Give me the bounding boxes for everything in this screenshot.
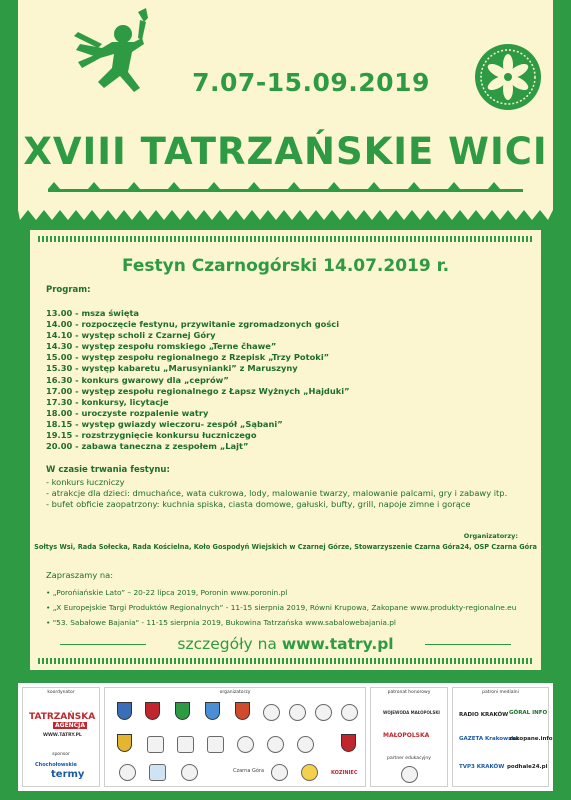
organizers-logos-label: organizatorzy: [219, 690, 251, 695]
gazeta-krakowska-logo: GAZETA Krakowska: [459, 736, 519, 742]
association-seal-icon: [341, 704, 358, 721]
invite-label: Zapraszamy na:: [46, 570, 114, 580]
schedule-item: 16.30 - konkurs gwarowy dla „ceprów”: [46, 374, 229, 385]
goral-info-logo: GÓRAL INFO: [509, 710, 548, 716]
schedule-item: 14.00 - rozpoczęcie festynu, przywitanie zgromadzonych gości: [46, 319, 340, 330]
organizer-logo-icon: [119, 764, 136, 781]
coordinator-sub: AGENCJA: [55, 722, 85, 729]
schedule-item: 17.00 - występ zespołu regionalnego z Łapsz Wyżnych „Hajduki”: [46, 385, 350, 396]
dotted-border-bottom: [38, 658, 533, 664]
organizer-logo-icon: [207, 736, 224, 753]
sponsor-sub: termy: [51, 769, 85, 780]
municipal-crest-icon: [235, 702, 250, 720]
schedule-list: [46, 308, 526, 452]
organizer-logo-icon: [181, 764, 198, 781]
media-box: [452, 687, 553, 787]
divider-right: [425, 644, 511, 645]
municipal-crest-icon: [205, 702, 220, 720]
dotted-border-top: [38, 236, 533, 242]
association-seal-icon: [263, 704, 280, 721]
invite-list: [46, 585, 536, 630]
coordinator-label: koordynator: [47, 690, 75, 695]
coordinator-logo: TATRZAŃSKA: [29, 712, 96, 722]
wojewoda-logo: WOJEWODA MAŁOPOLSKI: [383, 710, 440, 715]
edu-partner-seal-icon: [401, 766, 418, 783]
schedule-item: 15.30 - występ kabaretu „Marusynianki” z Maruszyny: [46, 363, 298, 374]
malopolska-logo: MAŁOPOLSKA: [383, 732, 430, 739]
main-title: XVIII TATRZAŃSKIE WICI: [23, 130, 548, 173]
schedule-item: 20.00 - zabawa taneczna z zespołem „Lajt”: [46, 441, 249, 452]
koziniec-logo: KOZINIEC: [331, 770, 358, 776]
organizers-list: Sołtys Wsi, Rada Sołecka, Rada Kościelna, Koło Gospodyń Wiejskich w Czarnej Górze, Stowarzyszenie Czarna Góra24, OSP Czarna Góra: [34, 543, 537, 551]
organizer-logo-icon: [177, 736, 194, 753]
czarna-gora-logo: Czarna Góra: [233, 768, 265, 774]
organizer-logo-icon: [271, 764, 288, 781]
coordinator-url: WWW.TATRY.PL: [43, 733, 82, 738]
schedule-item: 18.00 - uroczyste rozpalenie watry: [46, 407, 209, 418]
attraction-item: - bufet obficie zaopatrzony: kuchnia spiska, ciasta domowe, gałuski, bufty, grill, napoje zimne i gorące: [46, 499, 471, 510]
invite-item[interactable]: • „Porońiańskie Lato” – 20-22 lipca 2019, Poronin www.poronin.pl: [46, 585, 536, 600]
organizer-logo-icon: [149, 764, 166, 781]
organizers-label: Organizatorzy:: [463, 532, 518, 540]
municipal-crest-icon: [175, 702, 190, 720]
attraction-item: - konkurs łuczniczy: [46, 477, 125, 487]
schedule-item: 18.15 - występ gwiazdy wieczoru- zespół „Sąbani”: [46, 418, 283, 429]
municipal-crest-icon: [145, 702, 160, 720]
radio-krakow-logo: RADIO KRAKÓW: [459, 712, 509, 718]
festyn-panel: [30, 230, 541, 670]
organizer-logo-icon: [301, 764, 318, 781]
edu-partner-label: partner edukacyjny: [387, 756, 431, 761]
tvp3-logo: TVP3 KRAKÓW: [459, 764, 505, 770]
organizers-box: [104, 687, 366, 787]
patronage-box: [370, 687, 448, 787]
schedule-item: 13.00 - msza święta: [46, 308, 140, 318]
municipal-crest-icon: [341, 734, 356, 752]
association-seal-icon: [289, 704, 306, 721]
details-prefix: szczegóły na: [177, 635, 282, 653]
podhale24-logo: podhale24.pl: [507, 764, 548, 770]
scalloped-edge: [18, 210, 553, 220]
header-banner: [18, 0, 553, 210]
organizer-logo-icon: [147, 736, 164, 753]
patron-label: patronat honorowy: [387, 690, 431, 695]
organizer-logo-icon: [267, 736, 284, 753]
municipal-crest-icon: [117, 702, 132, 720]
sponsor-label: sponsor: [52, 752, 70, 757]
event-dates: 7.07-15.09.2019: [192, 68, 430, 97]
zakopane-info-logo: zakopane.info: [509, 736, 553, 742]
festyn-title: Festyn Czarnogórski 14.07.2019 r.: [121, 256, 450, 276]
attraction-item: - atrakcje dla dzieci: dmuchańce, wata cukrowa, lody, malowanie twarzy, malowanie palcami, gry i zabawy itp.: [46, 488, 508, 499]
coordinator-box: [22, 687, 100, 787]
sponsor-logo: Chochołowskie: [35, 762, 77, 768]
mountain-rosette-icon: [473, 42, 543, 112]
during-festival-label: W czasie trwania festynu:: [46, 465, 170, 475]
decorative-border: [48, 180, 523, 194]
municipal-crest-icon: [117, 734, 132, 752]
organizer-logo-icon: [297, 736, 314, 753]
schedule-item: 17.30 - konkursy, licytacje: [46, 396, 169, 407]
schedule-item: 19.15 - rozstrzygnięcie konkursu łuczniczego: [46, 430, 257, 441]
sponsor-logos-panel: [18, 683, 553, 791]
schedule-item: 15.00 - występ zespołu regionalnego z Rzepisk „Trzy Potoki”: [46, 352, 330, 363]
schedule-item: 14.10 - występ scholi z Czarnej Góry: [46, 330, 216, 341]
organizer-logo-icon: [237, 736, 254, 753]
invite-item[interactable]: • "53. Sabałowe Bajania" - 11-15 sierpnia 2019, Bukowina Tatrzańska www.sabalowebajania.pl: [46, 615, 536, 630]
program-label: Program:: [46, 285, 91, 295]
details-url-link[interactable]: www.tatry.pl: [281, 635, 394, 653]
schedule-item: 14.30 - występ zespołu romskiego „Terne čhawe”: [46, 341, 277, 352]
torch-runner-icon: [68, 8, 178, 116]
association-seal-icon: [315, 704, 332, 721]
invite-item[interactable]: • „X Europejskie Targi Produktów Regionalnych” - 11-15 sierpnia 2019, Równi Krupowa, Zakopane www.produkty-regionalne.eu: [46, 600, 536, 615]
attractions-list: [46, 477, 531, 511]
media-label: patroni medialni: [482, 690, 519, 695]
